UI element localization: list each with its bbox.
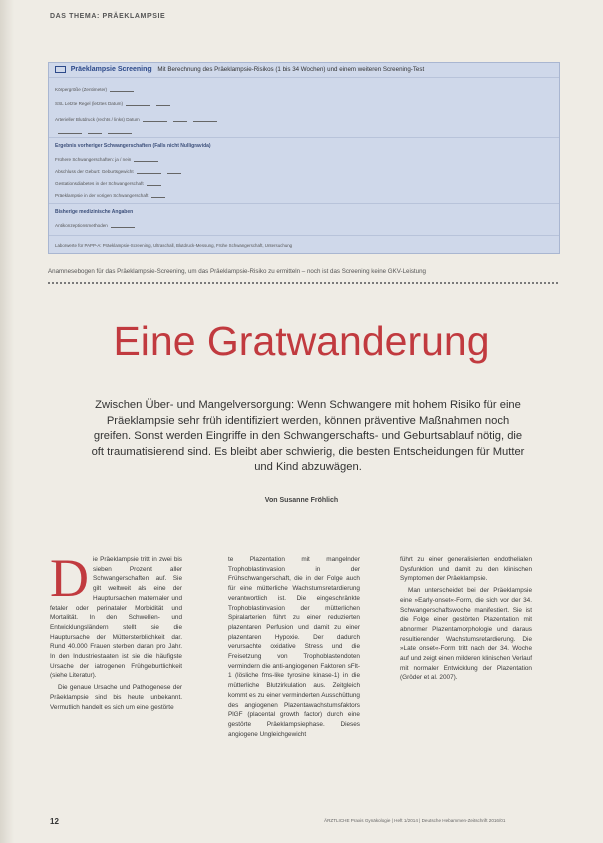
paragraph: te Plazentation mit mangelnder Trophoblastinvasion in der Frühschwangerschaft, die in der Folge auch für eine mütterliche Wachstumsretardierung verantwortlich ist. Die eingeschränkte Trophoblastinvasion der mütterlichen Spiralarterien führt zu einer reduzierten plazentaren Perfusion und damit zu einer plazentaren Hypoxie. Der dadurch verursachte oxidative Stress und die Freisetzung von Trophoblastendoten vermindern die anti-angiogenen Faktoren sFlt-1 (lösliche fms-like tyrosine kinase-1) in die mütterliche Blutzirkulation aus. Zeitgleich kommt es zu einer verminderten Ausschüttung des angiogenen Plazentawachstumsfaktors PlGF (placental growth factor) durch eine gestörte Präeklampsiephase. Dieses angiogene Ungleichgewicht [228,556,360,738]
form-line: Arterieller Blutdruck (rechts / links) Datum [55,115,220,122]
paragraph: Die genaue Ursache und Pathogenese der Präeklampsie sind bis heute unbekannt. Vermutlich handelt es sich um eine gestörte [50,684,182,711]
form-line: Präeklampsie in der vorigen Schwangerschaft [55,191,168,198]
dotted-divider [48,282,558,284]
form-title-note: Mit Berechnung des Präeklampsie-Risikos (1 bis 34 Wochen) und einem weiteren Screening-Test [157,66,425,74]
drop-cap: D [50,548,89,608]
form-footer: Laborwerte für PAPP-A: Präeklampsie-Screening, Ultraschall, Blutdruck-Messung, Frühe Schwangerschaft, Untersuchung [55,243,293,248]
text-column-3 [400,555,532,683]
paragraph: Man unterscheidet bei der Präeklampsie eine »Early-onset«-Form, die sich vor der 34. Schwangerschaftswoche manifestiert. Sie ist die Folge einer gestörten Plazentation mit abnormer Plazentamorphologie und daraus resultierender Wachstumsretardierung. Die »Late onset«-Form tritt nach der 34. Woche auf und zeigt einen milderen klinischen Verlauf mit normaler Entwicklung der Plazentation (Gröder et al. 2007). [400,587,532,682]
article-author: Von Susanne Fröhlich [264,497,339,504]
footer-info: ÄRZTLICHE Praxis Gynäkologie | Heft 1/2014 | Deutsche Hebammen-Zeitschrift 2016/01 [324,818,506,823]
form-line: Körpergröße (Zentimeter) [55,85,137,92]
article-headline: Eine Gratwanderung [113,318,490,364]
form-divider [49,77,559,78]
form-icon [55,66,66,73]
form-line: SSL Letzte Regel (letztes Datum) [55,99,173,106]
screening-form-image [48,62,560,254]
form-divider [49,235,559,236]
paragraph: führt zu einer generalisierten endothelialen Dysfunktion und damit zu den klinischen Symptomen der Präeklampsie. [400,556,532,583]
form-line [55,127,135,134]
page-number: 12 [50,817,59,826]
form-line: Gestationsdiabetes in der Schwangerschaft [55,179,164,186]
form-divider [49,137,559,138]
form-section-label: Bisherige medizinische Angaben [55,209,134,215]
page-binding-shadow [0,0,14,843]
form-line: Abschluss der Geburt: Geburtsgewicht [55,167,184,174]
form-section-label: Ergebnis vorheriger Schwangerschaften (Falls nicht Nulligravida) [55,143,211,149]
form-title-row [55,66,424,73]
form-title: Präeklampsie Screening [70,66,152,74]
section-header: DAS THEMA: PRÄEKLAMPSIE [50,13,166,20]
text-column-1 [50,548,182,712]
article-lead: Zwischen Über- und Mangelversorgung: Wenn Schwangere mit hohem Risiko für eine Präeklampsie sehr früh identifiziert werden, können präventive Maßnahmen noch greifen. Sonst werden Eingriffe in den Schwangerschafts- und Geburtsablauf nötig, die oft traumatisierend sind. Es bleibt aber schwierig, die besten Entscheidungen für Mutter und Kind abzuwägen. [91,399,525,473]
form-line: Antikonzeptionsmethoden [55,221,138,228]
paragraph: ie Präeklampsie tritt in zwei bis sieben Prozent aller Schwangerschaften auf. Sie gilt weltweit als eine der Hauptursachen maternaler und fetaler oder perinataler Morbidität und Mortalität. In den Schwellen- und Entwicklungsländern stellt sie die Hauptursache der Müttersterblichkeit dar. Rund 40.000 Frauen sterben daran pro Jahr. In den Industriestaaten ist sie die häufigste Ursache der iatrogenen Frühgeburtlichkeit (siehe Literatur). [50,556,182,680]
figure-caption: Anamnesebogen für das Präeklampsie-Screening, um das Präeklampsie-Risiko zu ermitteln – noch ist das Screening keine GKV-Leistung [48,268,426,275]
text-column-2 [228,555,360,739]
form-line: Frühere Schwangerschaften: ja / nein [55,155,161,162]
form-divider [49,203,559,204]
